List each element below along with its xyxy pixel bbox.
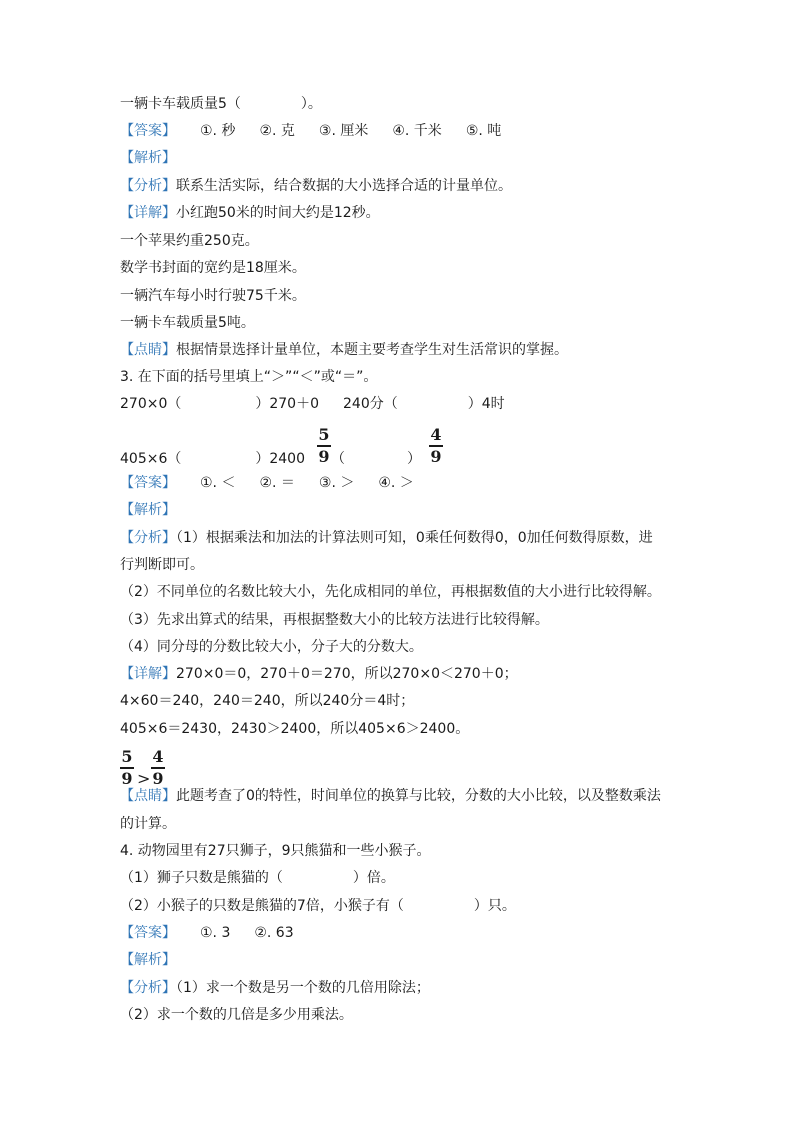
fraction-five-ninths-compare: 5 9 (121, 747, 133, 788)
fenxi-line: （2）求一个数的几倍是多少用乘法。 (120, 1007, 353, 1023)
detail-line: 一辆汽车每小时行驶75千米。 (120, 288, 306, 304)
answer-tag: 【答案】 (120, 475, 176, 491)
fenxi-line: （3）先求出算式的结果，再根据整数大小的比较方法进行比较得解。 (120, 612, 549, 628)
dianjing-line: 【点睛】根据情景选择计量单位，本题主要考查学生对生活常识的掌握。 (120, 342, 568, 358)
detail-line: 4×60＝240，240＝240，所以240分＝4时； (120, 693, 415, 709)
xiangjie-line: 【详解】270×0＝0，270＋0＝270，所以270×0＜270＋0； (120, 666, 518, 682)
detail-line: 一辆卡车载质量5吨。 (120, 315, 255, 331)
dianjing-line: 的计算。 (120, 816, 176, 832)
greater-than-symbol: > (137, 769, 151, 788)
detail-line: 数学书封面的宽约是18厘米。 (120, 260, 306, 276)
analysis-tag: 【解析】 (120, 952, 176, 968)
analysis-tag: 【解析】 (120, 502, 176, 518)
fraction-four-ninths: 4 9 (430, 425, 442, 466)
fenxi-line: 【分析】联系生活实际，结合数据的大小选择合适的计量单位。 (120, 178, 512, 194)
question-row: 405×6（ ）2400 (120, 451, 305, 467)
fraction-four-ninths-compare: 4 9 (152, 747, 164, 788)
answer-line: 【答案】 ①. 3 ②. 63 (120, 925, 294, 941)
xiangjie-line: 【详解】小红跑50米的时间大约是12秒。 (120, 205, 380, 221)
question-row: （2）小猴子的只数是熊猫的7倍，小猴子有（ ）只。 (120, 898, 516, 914)
answer-line: 【答案】 ①. ＜ ②. ＝ ③. ＞ ④. ＞ (120, 475, 414, 491)
question-title: 4. 动物园里有27只狮子，9只熊猫和一些小猴子。 (120, 843, 431, 859)
fraction-five-ninths: 5 9 (318, 425, 330, 466)
question-row: 270×0（ ）270＋0 240分（ ）4时 (120, 396, 505, 412)
answer-line: 【答案】 ①. 秒 ②. 克 ③. 厘米 ④. 千米 ⑤. 吨 (120, 123, 502, 139)
dianjing-line: 【点睛】此题考查了0的特性，时间单位的换算与比较，分数的大小比较，以及整数乘法 (120, 788, 661, 804)
analysis-tag: 【解析】 (120, 150, 176, 166)
fenxi-line: （2）不同单位的名数比较大小，先化成相同的单位，再根据数值的大小进行比较得解。 (120, 584, 661, 600)
detail-line: 405×6＝2430，2430＞2400，所以405×6＞2400。 (120, 721, 470, 737)
question-row: （1）狮子只数是熊猫的（ ）倍。 (120, 870, 395, 886)
answer-tag: 【答案】 (120, 123, 176, 139)
fenxi-line: 行判断即可。 (120, 557, 204, 573)
detail-line: 一个苹果约重250克。 (120, 233, 259, 249)
fenxi-line: 【分析】（1）根据乘法和加法的计算法则可知，0乘任何数得0，0加任何数得原数，进 (120, 530, 653, 546)
fenxi-line: 【分析】（1）求一个数是另一个数的几倍用除法； (120, 980, 430, 996)
question-line: 一辆卡车载质量5（ ）。 (120, 96, 322, 112)
fenxi-line: （4）同分母的分数比较大小，分子大的分数大。 (120, 639, 423, 655)
question-title: 3. 在下面的括号里填上“＞”“＜”或“＝”。 (120, 369, 378, 385)
answer-tag: 【答案】 (120, 925, 176, 941)
fraction-blank: （ ） (331, 451, 421, 467)
